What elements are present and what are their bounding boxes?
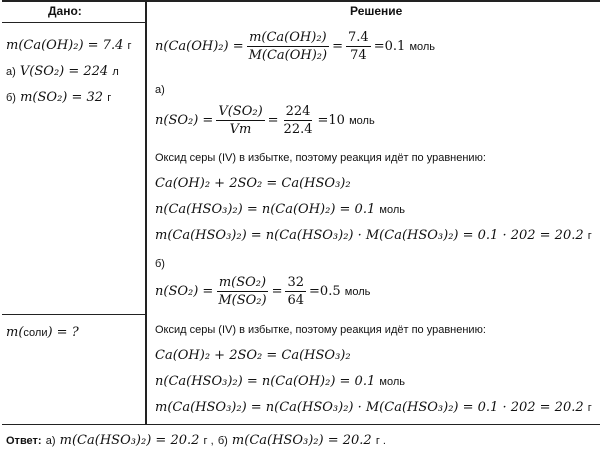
find-salt-mass: m(соли) = ? [6, 325, 79, 340]
excess-note-a: Оксид серы (IV) в избытке, поэтому реакция идёт по уравнению: [155, 152, 486, 164]
reaction-a: Ca(OH)₂ + 2SO₂ = Ca(HSO₃)₂ [155, 176, 351, 191]
answer-line: Ответ: а) m(Ca(HSO₃)₂) = 20.2 г , б) m(Ca(HSO₃)₂) = 20.2 г . [6, 433, 386, 448]
eq-n-caoh: n(Ca(OH)₂) = $\frac{\text{m(Ca(OH)₂)}}{\text{M(Ca(OH)₂)}}$ = $\frac{7.4}{74}$ = 0.1 моль [155, 30, 436, 63]
top-border [2, 0, 600, 2]
vertical-divider [145, 0, 147, 424]
given-header: Дано: [48, 4, 82, 18]
find-divider [2, 314, 145, 315]
n-salt-b: n(Ca(HSO₃)₂) = n(Ca(OH)₂) = 0.1 моль [155, 374, 405, 389]
given-mass-caoh: m(Ca(OH)₂) = 7.4 г [6, 38, 132, 53]
n-salt-a: n(Ca(HSO₃)₂) = n(Ca(OH)₂) = 0.1 моль [155, 202, 405, 217]
eq-n-so2-a: n(SO₂) = $\frac{\text{V(SO₂)}}{Vm}$ = $\frac{224}{22.4}$ = 10 моль [155, 104, 375, 137]
part-a-label: а) [155, 84, 165, 96]
excess-note-b: Оксид серы (IV) в избытке, поэтому реакция идёт по уравнению: [155, 324, 486, 336]
given-volume-so2: а) V(SO₂) = 224 л [6, 64, 119, 79]
header-underline-given [2, 22, 145, 23]
eq-n-so2-b: n(SO₂) = $\frac{\text{m(SO₂)}}{\text{M(SO₂)}}$ = $\frac{32}{64}$ = 0.5 моль [155, 275, 371, 308]
given-mass-so2: б) m(SO₂) = 32 г [6, 90, 112, 105]
bottom-border [2, 424, 600, 425]
solution-header: Решение [350, 4, 403, 18]
m-salt-b: m(Ca(HSO₃)₂) = n(Ca(HSO₃)₂) · M(Ca(HSO₃)₂) = 0.1 · 202 = 20.2 г [155, 400, 592, 415]
part-b-label: б) [155, 258, 165, 270]
m-salt-a: m(Ca(HSO₃)₂) = n(Ca(HSO₃)₂) · M(Ca(HSO₃)₂) = 0.1 · 202 = 20.2 г [155, 228, 592, 243]
answer-label: Ответ: [6, 435, 42, 447]
reaction-b: Ca(OH)₂ + 2SO₂ = Ca(HSO₃)₂ [155, 348, 351, 363]
